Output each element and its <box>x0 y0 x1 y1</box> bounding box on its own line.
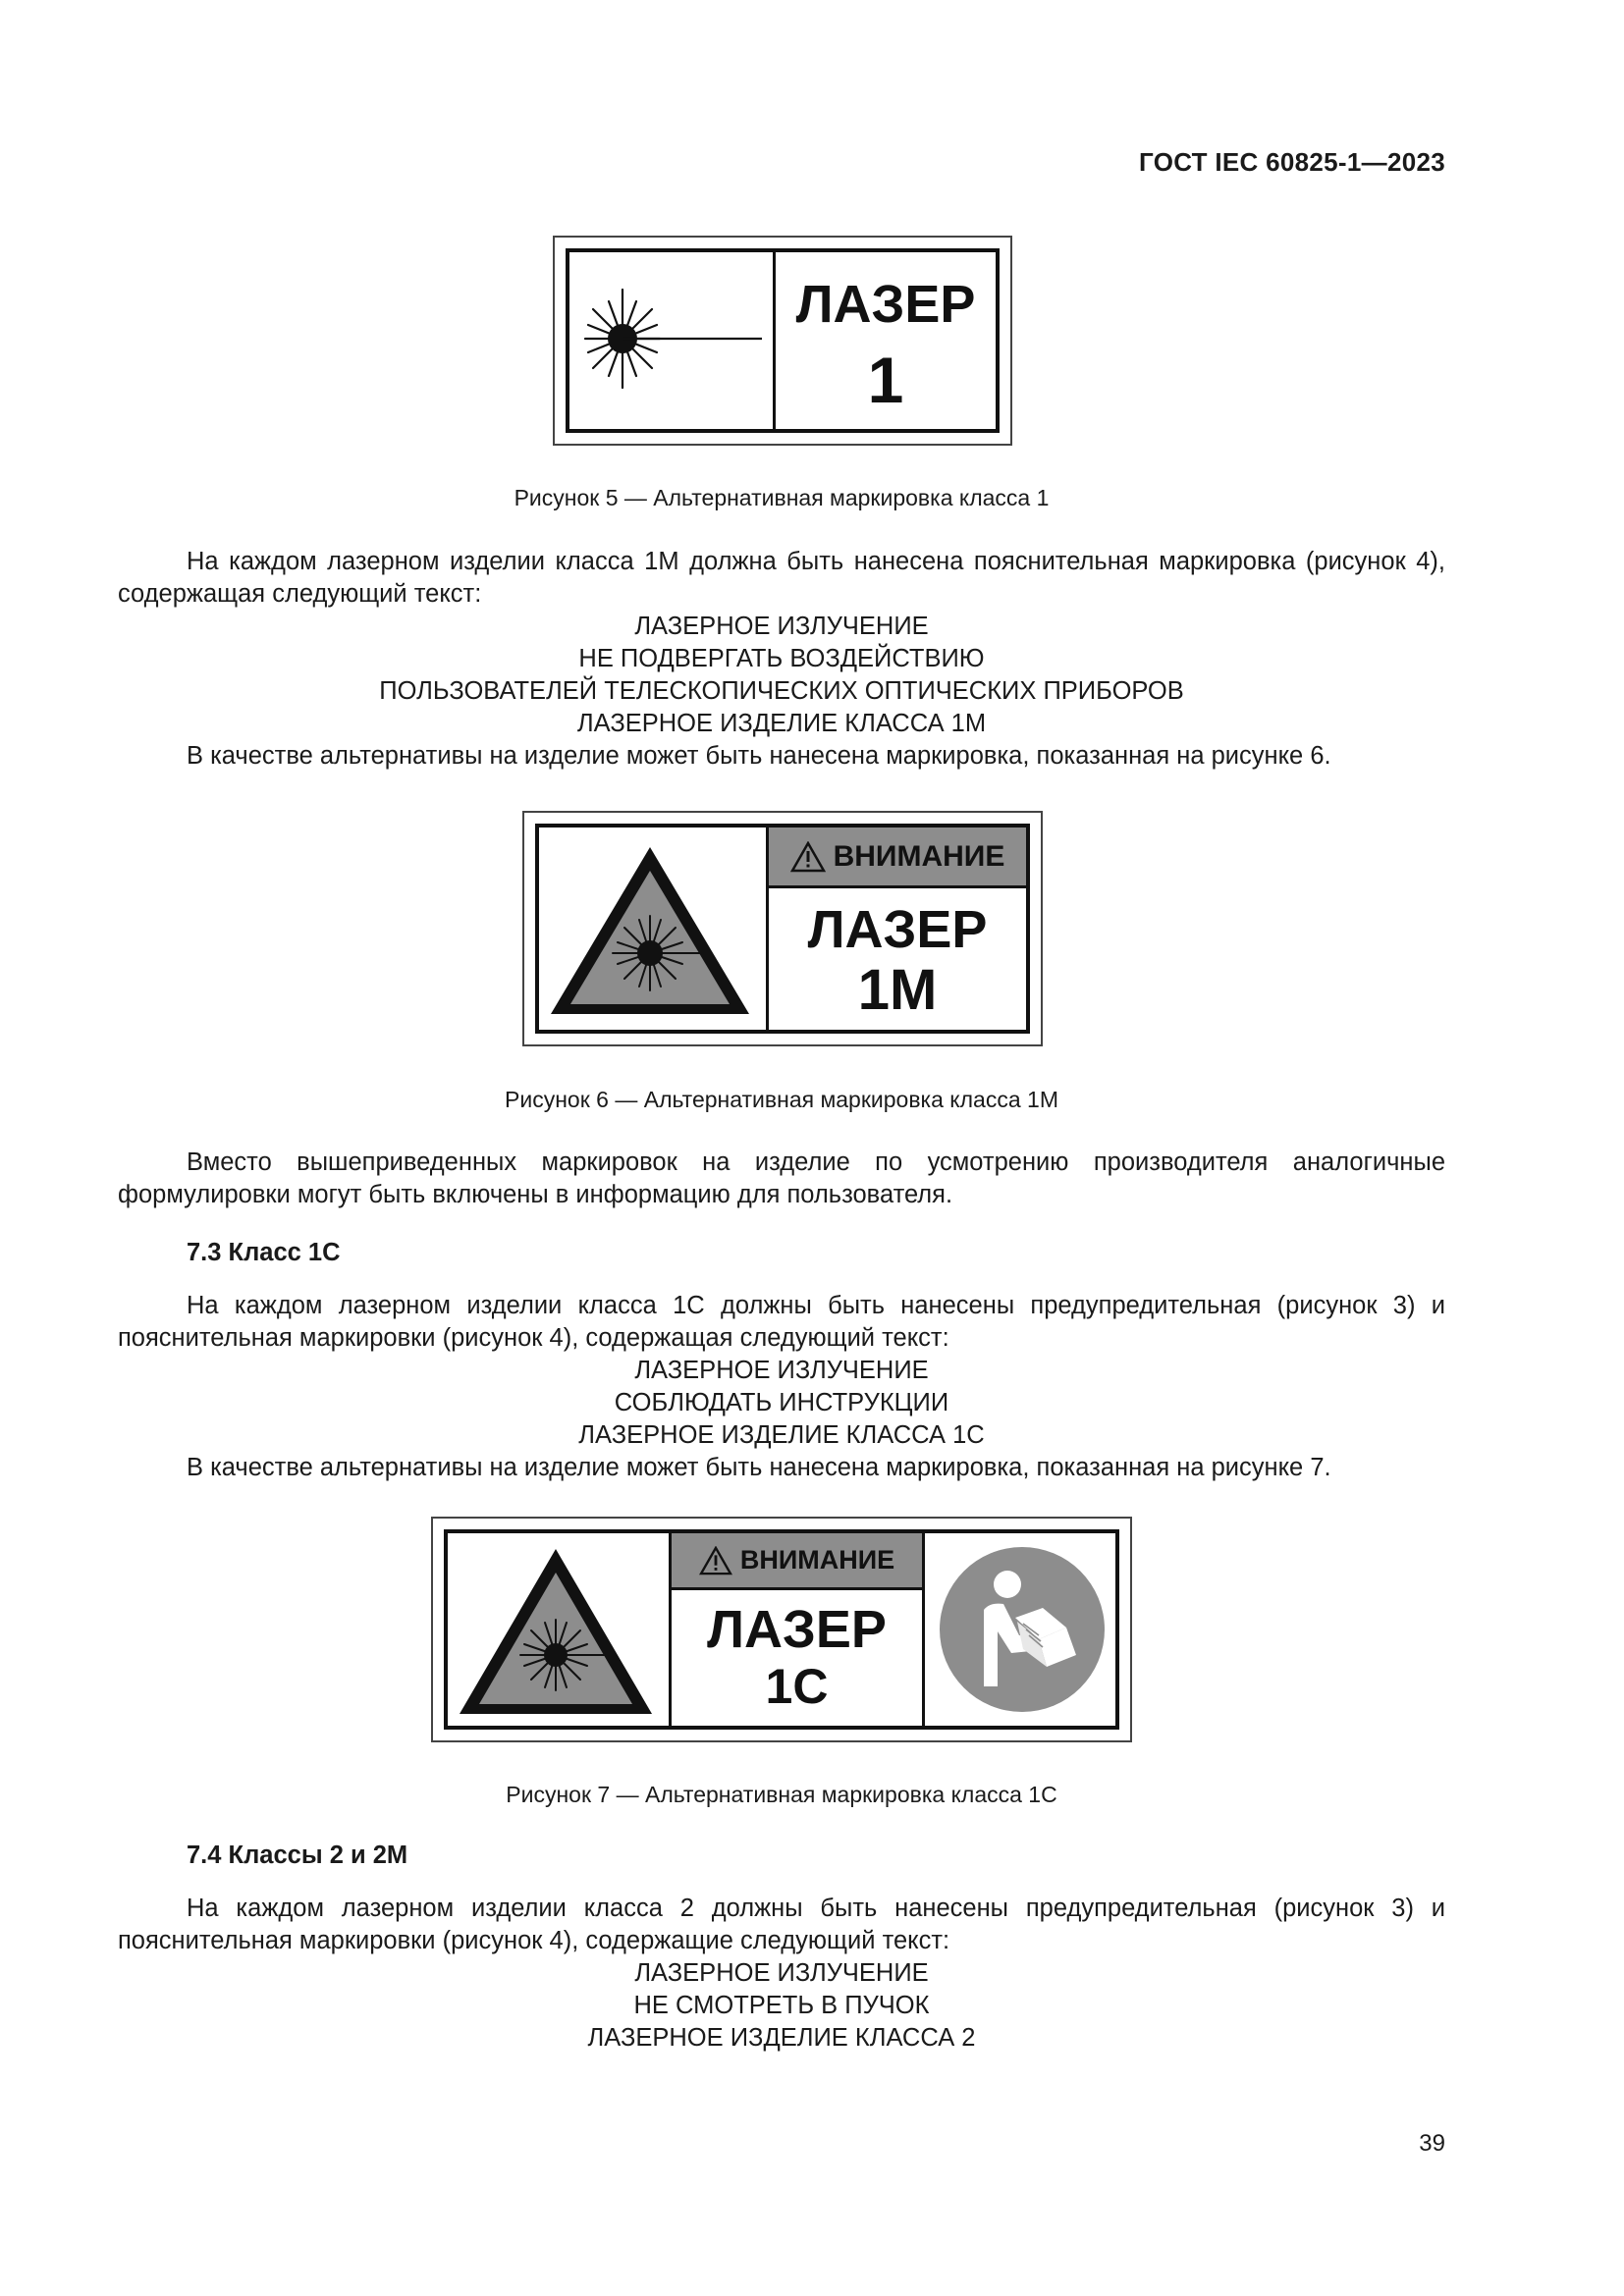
label-line: НЕ СМОТРЕТЬ В ПУЧОК <box>633 1992 930 2019</box>
figure-5-sign-class: 1 <box>867 344 904 416</box>
label-line: ЛАЗЕРНОЕ ИЗДЕЛИЕ КЛАССА 1С <box>578 1421 985 1449</box>
label-line: ЛАЗЕРНОЕ ИЗДЕЛИЕ КЛАССА 2 <box>587 2024 976 2052</box>
attention-label: ВНИМАНИЕ <box>833 839 1005 873</box>
figure-6-sign-class: 1М <box>857 958 938 1022</box>
figure-7-sign-frame <box>444 1529 1119 1730</box>
figure-7-sign-class: 1С <box>765 1659 829 1714</box>
figure-6-sign <box>522 811 1043 1046</box>
figure-7-sign <box>431 1517 1132 1742</box>
figure-7-text-cell <box>672 1533 925 1726</box>
paragraph-class-1m: На каждом лазерном изделии класса 1М должна быть нанесена пояснительная маркировка (рисунок 4), содержащая следующий текст: <box>118 548 1445 608</box>
figure-5-sign <box>553 236 1012 446</box>
paragraph-class-2: На каждом лазерном изделии класса 2 должны быть нанесены предупредительная (рисунок 3) и пояснительная маркировки (рисунок 4), содержащие следующий текст: <box>118 1895 1445 1954</box>
figure-5-text-cell <box>776 252 996 429</box>
laser-warning-triangle-icon <box>448 1533 666 1726</box>
instead-paragraph: Вместо вышеприведенных маркировок на изделие по усмотрению производителя аналогичные формулировки могут быть включены в информацию для пользователя. <box>118 1148 1445 1208</box>
figure-6-sign-frame <box>535 824 1030 1034</box>
figure-6-sign-word: ЛАЗЕР <box>807 900 988 959</box>
section-7-4-heading: 7.4 Классы 2 и 2М <box>187 1842 408 1869</box>
section-7-3-heading: 7.3 Класс 1С <box>187 1239 341 1266</box>
figure-5-icon-cell <box>569 252 776 429</box>
paragraph-class-1c: На каждом лазерном изделии класса 1С должны быть нанесены предупредительная (рисунок 3) и пояснительная маркировки (рисунок 4), содержащая следующий текст: <box>118 1292 1445 1352</box>
label-line: ЛАЗЕРНОЕ ИЗЛУЧЕНИЕ <box>634 613 929 640</box>
attention-label: ВНИМАНИЕ <box>739 1545 895 1575</box>
page-number: 39 <box>1419 2130 1445 2157</box>
figure-7-icon-cell <box>448 1533 672 1726</box>
figure-7-manual-cell <box>925 1533 1115 1726</box>
figure-6-caption: Рисунок 6 — Альтернативная маркировка класса 1М <box>505 1087 1058 1112</box>
attention-band <box>769 828 1026 888</box>
label-line: ЛАЗЕРНОЕ ИЗЛУЧЕНИЕ <box>634 1959 929 1987</box>
figure-5-sign-frame <box>566 248 1000 433</box>
label-line: ЛАЗЕРНОЕ ИЗЛУЧЕНИЕ <box>634 1357 929 1384</box>
alternative-figure-7-text: В качестве альтернативы на изделие может быть нанесена маркировка, показанная на рисунке 7. <box>187 1454 1331 1481</box>
figure-7-caption: Рисунок 7 — Альтернативная маркировка класса 1С <box>506 1782 1057 1807</box>
warning-triangle-icon <box>790 841 826 873</box>
laser-warning-triangle-icon <box>539 828 763 1030</box>
figure-7-sign-word: ЛАЗЕР <box>707 1600 887 1659</box>
read-manual-icon <box>929 1533 1115 1726</box>
label-line: ЛАЗЕРНОЕ ИЗДЕЛИЕ КЛАССА 1М <box>576 710 987 737</box>
figure-6-icon-cell <box>539 828 769 1030</box>
label-line: ПОЛЬЗОВАТЕЛЕЙ ТЕЛЕСКОПИЧЕСКИХ ОПТИЧЕСКИХ ПРИБОРОВ <box>379 677 1184 705</box>
attention-band <box>672 1533 922 1590</box>
alternative-figure-6-text: В качестве альтернативы на изделие может быть нанесена маркировка, показанная на рисунке 6. <box>187 742 1331 770</box>
laser-starburst-icon <box>569 252 773 429</box>
label-line: СОБЛЮДАТЬ ИНСТРУКЦИИ <box>614 1389 949 1416</box>
figure-6-text-cell <box>769 828 1026 1030</box>
figure-5-caption: Рисунок 5 — Альтернативная маркировка класса 1 <box>514 485 1050 510</box>
figure-5-sign-word: ЛАЗЕР <box>795 275 976 334</box>
label-line: НЕ ПОДВЕРГАТЬ ВОЗДЕЙСТВИЮ <box>578 645 985 672</box>
document-code: ГОСТ IEC 60825-1—2023 <box>1139 147 1445 177</box>
warning-triangle-icon <box>699 1546 732 1575</box>
